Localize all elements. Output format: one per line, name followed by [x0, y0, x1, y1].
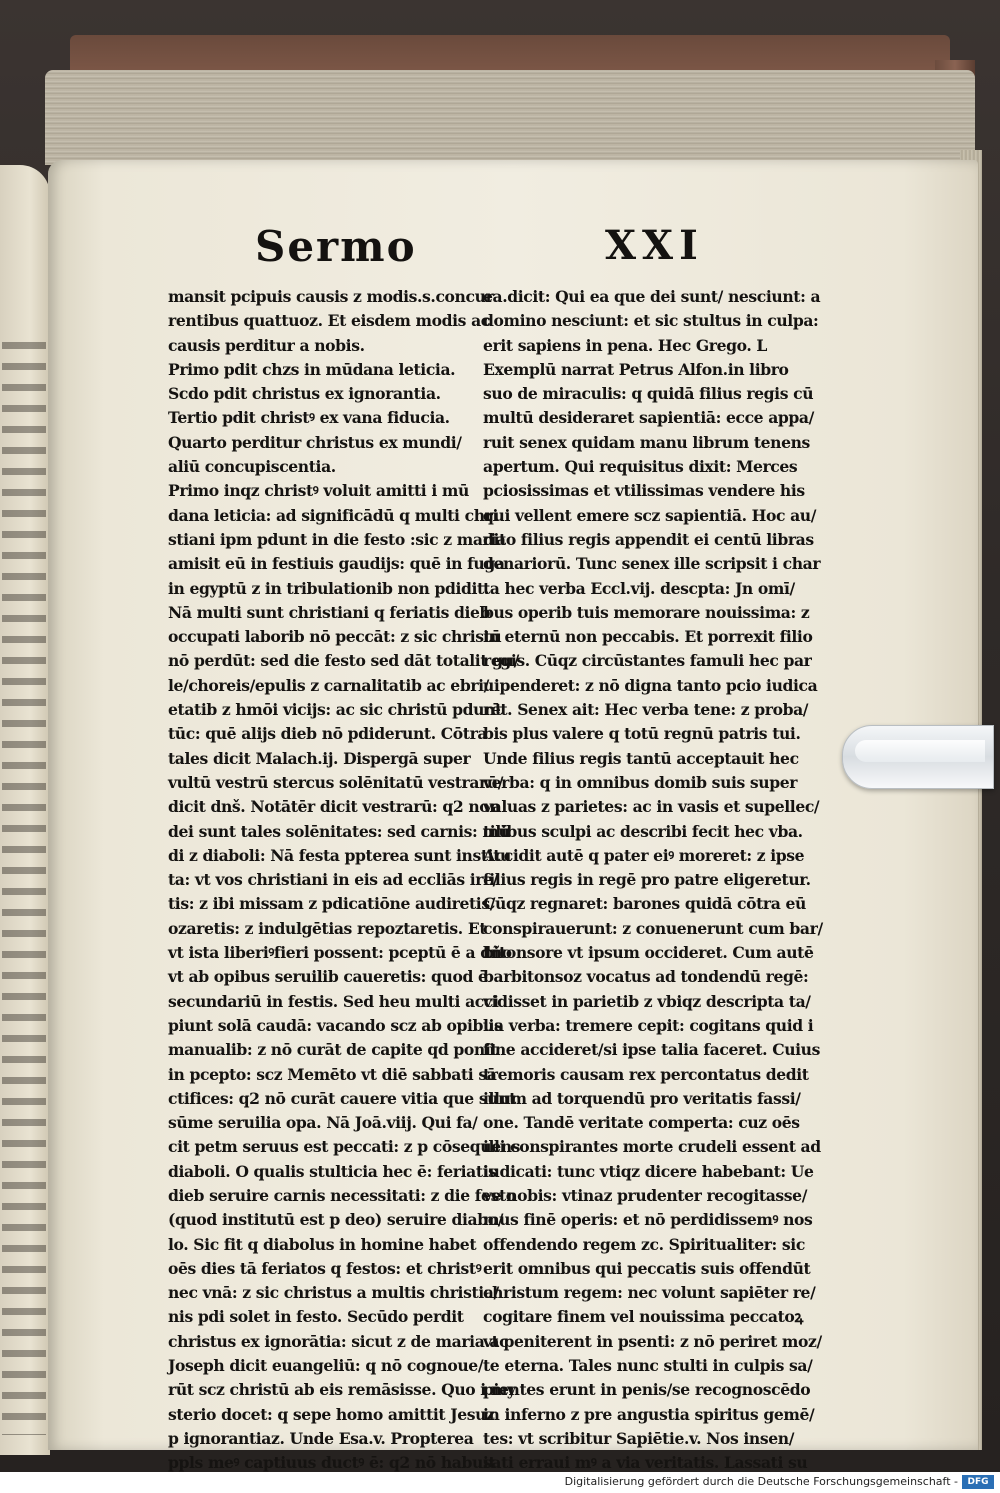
text-line: pciosissimas et vtilissimas vendere his	[483, 481, 805, 501]
text-line: Cūqz regnaret: barones quidā cōtra eū	[483, 894, 806, 914]
text-line: tes: vt scribitur Sapiētie.v. Nos insen/	[483, 1428, 795, 1448]
text-line: one. Tandē veritate comperta: cuz oēs	[483, 1113, 800, 1133]
text-line: tūc: quē alijs dieb nō pdiderunt. Cōtra	[168, 724, 488, 744]
text-line: in inferno z pre angustia spiritus gemē/	[483, 1404, 815, 1424]
text-line: bitonsore vt ipsum occideret. Cum autē	[483, 943, 814, 963]
text-line: cogitare finem vel nouissima peccatoꝝ	[483, 1307, 803, 1327]
text-line: verba: q in omnibus domib suis super	[483, 772, 798, 792]
text-line: te eterna. Tales nunc stulti in culpis sa/	[483, 1356, 813, 1376]
footer-bar	[0, 1472, 1000, 1493]
text-line: tales dicit Malach.ij. Dispergā super	[168, 748, 471, 768]
running-head: Sermo	[255, 222, 417, 271]
text-line: causis perditur a nobis.	[168, 335, 365, 355]
text-line: di z diaboli: Nā festa ppterea sunt institu	[168, 845, 511, 865]
text-line: etatib z hmōi vicijs: ac sic christū pdunt	[168, 700, 502, 720]
text-line: in eternū non peccabis. Et porrexit filio	[483, 627, 813, 647]
text-line: Primo inqz christꝰ voluit amitti i mū	[168, 481, 469, 501]
text-line: in egyptū z in tribulationib non pdidit.	[168, 578, 489, 598]
text-line: vt peniterent in psenti: z nō periret moz/	[483, 1331, 822, 1351]
text-line: christum regem: nec volunt sapiēter re/	[483, 1283, 816, 1303]
text-line: nis pdi solet in festo. Secūdo perdit	[168, 1307, 464, 1327]
text-line: conspirauerunt: z conuenerunt cum bar/	[483, 918, 823, 938]
text-line: tis: z ibi missam z pdicatiōne audiretis/	[168, 894, 496, 914]
text-line: piunt solā caudā: vacando scz ab opibus	[168, 1015, 503, 1035]
folio-number: XXI	[605, 222, 704, 269]
text-line: fine accideret/si ipse talia faceret. Cuius	[483, 1040, 820, 1060]
text-line: uipenderet: z nō digna tanto pcio iudica	[483, 675, 818, 695]
text-line: bus operib tuis memorare nouissima: z	[483, 602, 810, 622]
text-line: ta: vt vos christiani in eis ad eccliās ire/	[168, 870, 498, 890]
text-line: vultū vestrū stercus solēnitatū vestrarū/	[168, 772, 504, 792]
text-line: Exemplū narrat Petrus Alfon.in libro	[483, 359, 789, 379]
text-line: ppls meꝰ captiuus ductꝰ ē: q2 nō habuit	[168, 1453, 496, 1472]
page-holder-clip	[842, 725, 994, 789]
text-line: rūt scz christū ab eis remāsisse. Quo i my	[168, 1380, 516, 1400]
text-line: sati erraui mꝰ a via veritatis. Lassati su	[483, 1453, 808, 1472]
footer-credit-text: Digitalisierung gefördert durch die Deutsche Forschungsgemeinschaft -	[564, 1475, 958, 1488]
text-line: lo. Sic fit q diabolus in homine habet	[168, 1234, 477, 1254]
text-line: sterio docet: q sepe homo amittit Jesuz	[168, 1404, 495, 1424]
text-line: filius regis in regē pro patre eligeretur.	[483, 870, 811, 890]
text-line: ta hec verba Eccl.vij. descpta: Jn omī/	[483, 578, 795, 598]
text-line: nō perdūt: sed die festo sed dāt totalit gu/	[168, 651, 519, 671]
text-line: ctifices: q2 nō curāt cauere vitia que sunt	[168, 1088, 516, 1108]
text-line: Tertio pdit christꝰ ex vana fiducia.	[168, 408, 450, 428]
text-line: diaboli. O qualis stulticia hec ē: feriatis	[168, 1161, 497, 1181]
text-column-right	[483, 285, 823, 1472]
text-line: vt ab opibus seruilib caueretis: quod ē	[168, 967, 488, 987]
text-line: apertum. Qui requisitus dixit: Merces	[483, 457, 798, 477]
text-line: rentibus quattuoz. Et eisdem modis ac	[168, 311, 490, 331]
text-line: (quod institutū est p deo) seruire diabo/	[168, 1210, 504, 1230]
text-line: dicit dnš. Notātēr dicit vestrarū: q2 non	[168, 797, 501, 817]
text-line: ruit senex quidam manu librum tenens	[483, 432, 810, 452]
text-line: mansit pcipuis causis z modis.s.concur	[168, 287, 494, 306]
text-line: vt ista liberiꝰfieri possent: pceptū ē a dño	[168, 943, 512, 963]
left-page-leaf	[0, 165, 50, 1455]
text-line: Primo pdit chzs in mūdana leticia.	[168, 359, 456, 379]
text-line: dana leticia: ad significādū q multi chri	[168, 505, 498, 525]
text-line: suo de miraculis: q quidā filius regis cū	[483, 384, 814, 404]
clip-highlight	[855, 740, 985, 762]
text-line: Quarto perditur christus ex mundi/	[168, 432, 462, 452]
text-line: lia verba: tremere cepit: cogitans quid i	[483, 1015, 814, 1035]
text-line: tilibus sculpi ac describi fecit hec vba.	[483, 821, 803, 841]
text-line: illi conspirantes morte crudeli essent ad	[483, 1137, 821, 1157]
text-line: aliū concupiscentia.	[168, 457, 336, 477]
text-line: valuas z parietes: ac in vasis et supellec/	[483, 797, 820, 817]
text-line: manualib: z nō curāt de capite qd ponit	[168, 1040, 498, 1060]
text-line: Unde filius regis tantū acceptauit hec	[483, 748, 799, 768]
text-line: Joseph dicit euangeliū: q nō cognoue/	[168, 1356, 484, 1376]
text-line: amisit eū in festiuis gaudijs: quē in fuga	[168, 554, 505, 574]
text-line: dei sunt tales solēnitates: sed carnis: mū	[168, 821, 510, 841]
text-line: pientes erunt in penis/se recognoscēdo	[483, 1380, 811, 1400]
text-line: dito filius regis appendit ei centū libras	[483, 529, 814, 549]
text-line: Nā multi sunt christiani q feriatis dieb	[168, 602, 491, 622]
text-line: iudicati: tunc vtiqz dicere habebant: Ue	[483, 1161, 814, 1181]
text-line: sūme seruilia opa. Nā Joā.viij. Qui fa/	[168, 1113, 478, 1133]
text-line: ve nobis: vtinaz prudenter recogitasse/	[483, 1185, 807, 1205]
text-line: qui vellent emere scz sapientiā. Hoc au/	[483, 505, 817, 525]
text-line: le/choreis/epulis z carnalitatib ac ebri/	[168, 675, 489, 695]
text-line: multū desideraret sapientiā: ecce appa/	[483, 408, 814, 428]
text-line: domino nesciunt: et sic stultus in culpa:	[483, 311, 819, 331]
text-line: rēt. Senex ait: Hec verba tene: z proba/	[483, 700, 809, 720]
text-line: nec vnā: z sic christus a multis christia/	[168, 1283, 499, 1303]
text-line: dieb seruire carnis necessitati: z die festo	[168, 1185, 516, 1205]
text-line: regis. Cūqz circūstantes famuli hec par	[483, 651, 812, 671]
text-line: Accidit autē q pater eiꝰ moreret: z ipse	[483, 845, 805, 865]
text-line: ozaretis: z indulgētias repoztaretis. Et	[168, 918, 487, 938]
text-line: mus finē operis: et nō perdidissemꝰ nos	[483, 1210, 813, 1230]
text-line: occupati laborib nō peccāt: z sic christū	[168, 627, 502, 647]
text-line: Scdo pdit christus ex ignorantia.	[168, 384, 441, 404]
text-line: offendendo regem zc. Spiritualiter: sic	[483, 1234, 805, 1254]
text-line: oēs dies tā feriatos q festos: et christꝰ	[168, 1258, 482, 1278]
text-line: tremoris causam rex percontatus dedit	[483, 1064, 809, 1084]
text-line: denariorū. Tunc senex ille scripsit i char	[483, 554, 821, 574]
text-line: p ignorantiaz. Unde Esa.v. Propterea	[168, 1428, 474, 1448]
text-line: secundariū in festis. Sed heu multi acci	[168, 991, 499, 1011]
text-line: bis plus valere q totū regnū patris tui.	[483, 724, 801, 744]
text-column-left	[168, 285, 521, 1472]
text-line: vidisset in parietib z vbiqz descripta ta/	[483, 991, 811, 1011]
left-page-text-fragment	[2, 335, 46, 1435]
dfg-logo-icon: DFG	[962, 1475, 994, 1489]
text-line: illum ad torquendū pro veritatis fassi/	[483, 1088, 801, 1108]
text-line: erit sapiens in pena. Hec Grego. L	[483, 335, 767, 355]
text-line: stiani ipm pdunt in die festo :sic z maria	[168, 529, 506, 549]
text-line: ea.dicit: Qui ea que dei sunt/ nesciunt: a	[483, 287, 821, 306]
text-line: cit petm seruus est peccati: z p cōsequens	[168, 1137, 521, 1157]
text-line: christus ex ignorātia: sicut z de maria ac	[168, 1331, 509, 1351]
text-line: barbitonsoz vocatus ad tondendū regē:	[483, 967, 809, 987]
page-stack-edge	[45, 70, 975, 165]
text-line: erit omnibus qui peccatis suis offendūt	[483, 1258, 811, 1278]
text-line: in pcepto: scz Memēto vt diē sabbati sā	[168, 1064, 497, 1084]
